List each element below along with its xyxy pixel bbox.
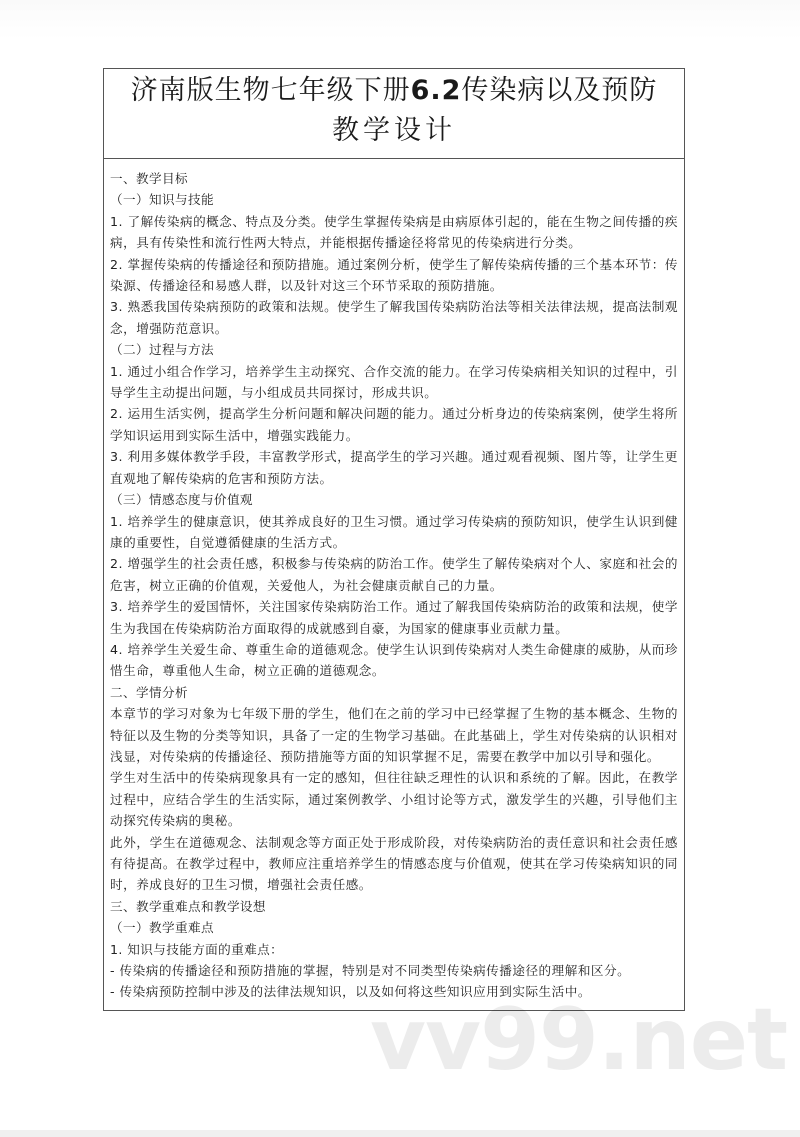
section-heading: （一）教学重难点 [110, 920, 214, 936]
title-cell [104, 69, 684, 159]
paragraph: 本章节的学习对象为七年级下册的学生，他们在之前的学习中已经掌握了生物的基本概念、生物的特征以及生物的分类等知识，具备了一定的生物学习基础。在此基础上，学生对传染病的认识相对浅显，对传染病的传播途径、预防措施等方面的知识掌握不足，需要在教学中加以引导和强化。 [110, 706, 678, 764]
document-subtitle: 教学设计 [332, 115, 456, 146]
paragraph: 学生对生活中的传染病现象具有一定的感知，但往往缺乏理性的认识和系统的了解。因此，在教学过程中，应结合学生的生活实际，通过案例教学、小组讨论等方式，激发学生的兴趣，引导他们主动探究传染病的奥秘。 [110, 770, 678, 829]
paragraph: - 传染病的传播途径和预防措施的掌握，特别是对不同类型传染病传播途径的理解和区分。 [110, 963, 631, 979]
paragraph: 1. 培养学生的健康意识，使其养成良好的卫生习惯。通过学习传染病的预防知识，使学生认识到健康的重要性，自觉遵循健康的生活方式。 [110, 513, 678, 550]
paragraph: - 传染病预防控制中涉及的法律法规知识，以及如何将这些知识应用到实际生活中。 [110, 984, 591, 1000]
document-table [103, 68, 685, 1011]
section-heading: 三、教学重难点和教学设想 [110, 898, 266, 914]
title-section-number: 6.2 [410, 75, 462, 106]
section-heading: （三）情感态度与价值观 [110, 492, 253, 508]
paragraph: 2. 运用生活实例，提高学生分析问题和解决问题的能力。通过分析身边的传染病案例，使学生将所学知识运用到实际生活中，增强实践能力。 [110, 406, 678, 443]
paragraph: 2. 增强学生的社会责任感，积极参与传染病的防治工作。使学生了解传染病对个人、家庭和社会的危害，树立正确的价值观，关爱他人，为社会健康贡献自己的力量。 [110, 556, 678, 593]
paragraph: 1. 通过小组合作学习，培养学生主动探究、合作交流的能力。在学习传染病相关知识的过程中，引导学生主动提出问题，与小组成员共同探讨，形成共识。 [110, 363, 678, 401]
section-heading: （二）过程与方法 [110, 342, 214, 358]
page-bottom-edge [0, 1130, 800, 1137]
paragraph: 3. 熟悉我国传染病预防的政策和法规。使学生了解我国传染病防治法等相关法律法规，提高法制观念，增强防范意识。 [110, 299, 678, 336]
watermark-logo: vv99.net [370, 990, 788, 1090]
title-part-a: 济南版生物七年级下册 [130, 75, 411, 106]
paragraph: 3. 培养学生的爱国情怀，关注国家传染病防治工作。通过了解我国传染病防治的政策和法规，使学生为我国在传染病防治方面取得的成就感到自豪，为国家的健康事业贡献力量。 [110, 599, 678, 636]
paragraph: 2. 掌握传染病的传播途径和预防措施。通过案例分析，使学生了解传染病传播的三个基本环节：传染源、传播途径和易感人群，以及针对这三个环节采取的预防措施。 [110, 256, 678, 294]
section-heading: （一）知识与技能 [110, 192, 214, 208]
title-part-c: 传染病以及预防 [461, 75, 658, 106]
section-heading: 二、学情分析 [110, 684, 188, 700]
paragraph: 3. 利用多媒体教学手段，丰富教学形式，提高学生的学习兴趣。通过观看视频、图片等，让学生更直观地了解传染病的危害和预防方法。 [110, 449, 678, 486]
section-heading: 一、教学目标 [110, 171, 188, 186]
paragraph: 此外，学生在道德观念、法制观念等方面正处于形成阶段，对传染病防治的责任意识和社会责任感有待提高。在教学过程中，教师应注重培养学生的情感态度与价值观，使其在学习传染病知识的同时，养成良好的卫生习惯，增强社会责任感。 [110, 834, 678, 893]
document-title [104, 73, 684, 109]
paragraph: 4. 培养学生关爱生命、尊重生命的道德观念。使学生认识到传染病对人类生命健康的威胁，从而珍惜生命，尊重他人生命，树立正确的道德观念。 [110, 641, 678, 679]
body-cell [104, 159, 684, 1003]
paragraph: 1. 了解传染病的概念、特点及分类。使学生掌握传染病是由病原体引起的，能在生物之间传播的疾病，具有传染性和流行性两大特点，并能根据传播途径将常见的传染病进行分类。 [110, 213, 678, 251]
section-heading: 1. 知识与技能方面的重难点： [110, 941, 284, 957]
